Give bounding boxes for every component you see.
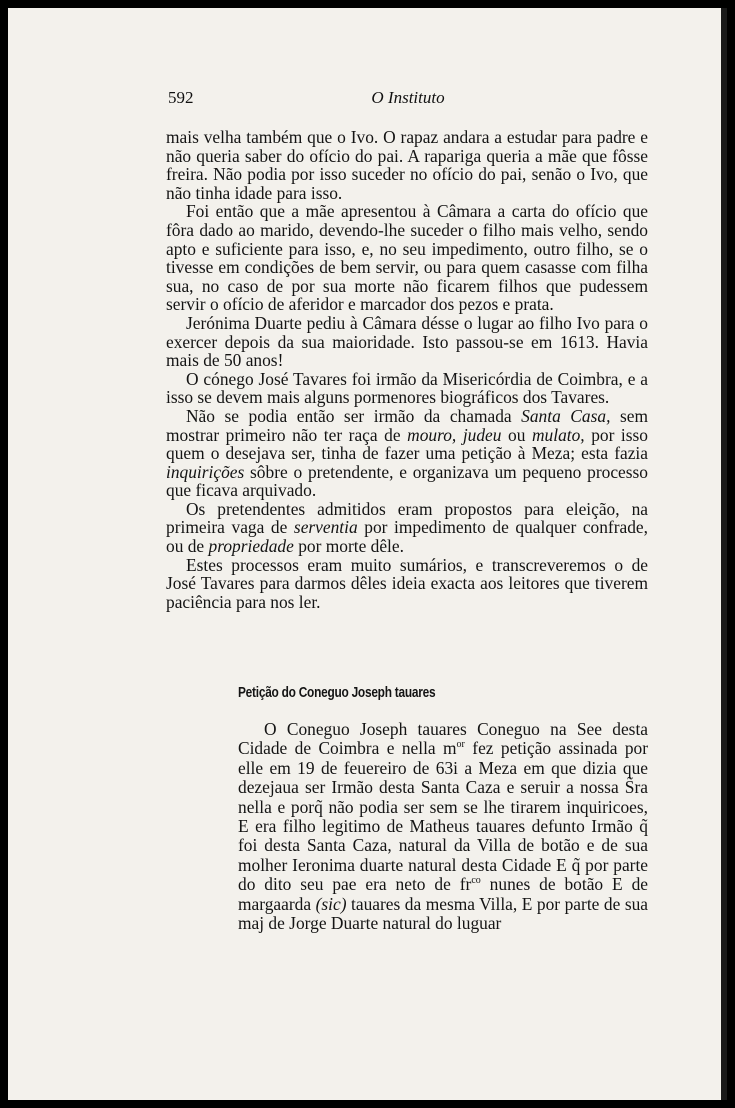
text-run: fez petição assinada por elle em 19 de feuereiro de 63i a Meza em que dizia que dezejaua ser Irmão desta Santa Caza e seruir a nossa S̃ra nella e porq̃ não podia ser sem se lhe tirarem inquiricoes, E era filho legitimo de Matheus tauares defunto Irmão q̃ foi desta Santa Caza, natural da Villa de botão e de sua molher Ieronima duarte natural desta Cidade E q̃ por parte do dito seu pae era neto de fr xyxy=(238,738,648,895)
paragraph xyxy=(166,407,648,500)
italic-run: mouro, judeu xyxy=(407,424,502,445)
transcription-block xyxy=(238,720,648,933)
paragraph: Foi então que a mãe apresentou à Câmara a carta do ofício que fôra dado ao marido, devendo-lhe suceder o filho mais velho, sendo apto e suficiente para isso, e, no seu impedimento, outro filho, se o tivesse em condições de bem servir, ou para quem casasse com filha sua, no caso de por sua morte não ficarem filhos que pudessem servir o ofício de aferidor e marcador dos pezos e prata. xyxy=(166,201,648,315)
running-title: O Instituto xyxy=(371,88,445,107)
italic-run: propriedade xyxy=(208,536,294,557)
text-run: por morte dêle. xyxy=(293,536,404,557)
italic-run: mulato, xyxy=(531,424,585,445)
paragraph: Jerónima Duarte pediu à Câmara désse o lugar ao filho Ivo para o exercer depois da sua maioridade. Isto passou-se em 1613. Havia mais de 50 anos! xyxy=(166,312,648,371)
italic-run: inquirições xyxy=(166,461,245,482)
text-run: sem mostrar primeiro não ter raça de xyxy=(166,405,648,445)
superscript: or xyxy=(456,739,465,751)
italic-run: (sic) xyxy=(315,893,347,914)
paragraph: Estes processos eram muito sumários, e transcreveremos o de José Tavares para darmos dêles ideia exacta aos leitores que tiverem paciência para nos ler. xyxy=(166,554,648,612)
text-run: O Coneguo Joseph tauares Coneguo na See desta Cidade de Coimbra e nella m xyxy=(238,719,648,759)
superscript: co xyxy=(471,875,481,887)
text-run: nunes de botão E de margaarda xyxy=(238,874,648,914)
text-run: ou xyxy=(501,424,532,445)
paragraph xyxy=(166,500,648,556)
book-page xyxy=(8,8,727,1100)
paragraph: mais velha também que o Ivo. O rapaz andara a estudar para padre e não queria saber do ofício do pai. A rapariga queria a mãe que fôsse freira. Não podia por isso suceder no ofício do pai, senão o Ivo, que não tinha idade para isso. xyxy=(166,127,648,203)
page-number: 592 xyxy=(168,88,194,107)
text-run: por isso quem o desejava ser, tinha de fazer uma petição à Meza; esta fazia xyxy=(166,424,648,464)
text-run: Os pretendentes admitidos eram propostos para eleição, na primeira vaga de xyxy=(166,498,648,538)
body-text xyxy=(166,128,648,611)
paragraph: O cónego José Tavares foi irmão da Misericórdia de Coimbra, e a isso se devem mais alguns pormenores biográficos dos Tavares. xyxy=(166,368,648,408)
section-heading: Petição do Coneguo Joseph tauares xyxy=(238,685,436,701)
transcription-paragraph xyxy=(238,720,648,933)
text-run: Não se podia então ser irmão da chamada xyxy=(186,405,522,426)
text-run: tauares da mesma Villa, E por parte de sua maj de Jorge Duarte natural do luguar xyxy=(238,893,648,934)
text-run: sôbre o pretendente, e organizava um pequeno processo que ficava arquivado. xyxy=(166,461,648,501)
italic-run: Santa Casa, xyxy=(521,405,611,426)
text-run: por impedimento de qualquer confrade, ou de xyxy=(166,517,648,557)
page-header xyxy=(168,88,648,114)
italic-run: serventia xyxy=(293,517,358,538)
